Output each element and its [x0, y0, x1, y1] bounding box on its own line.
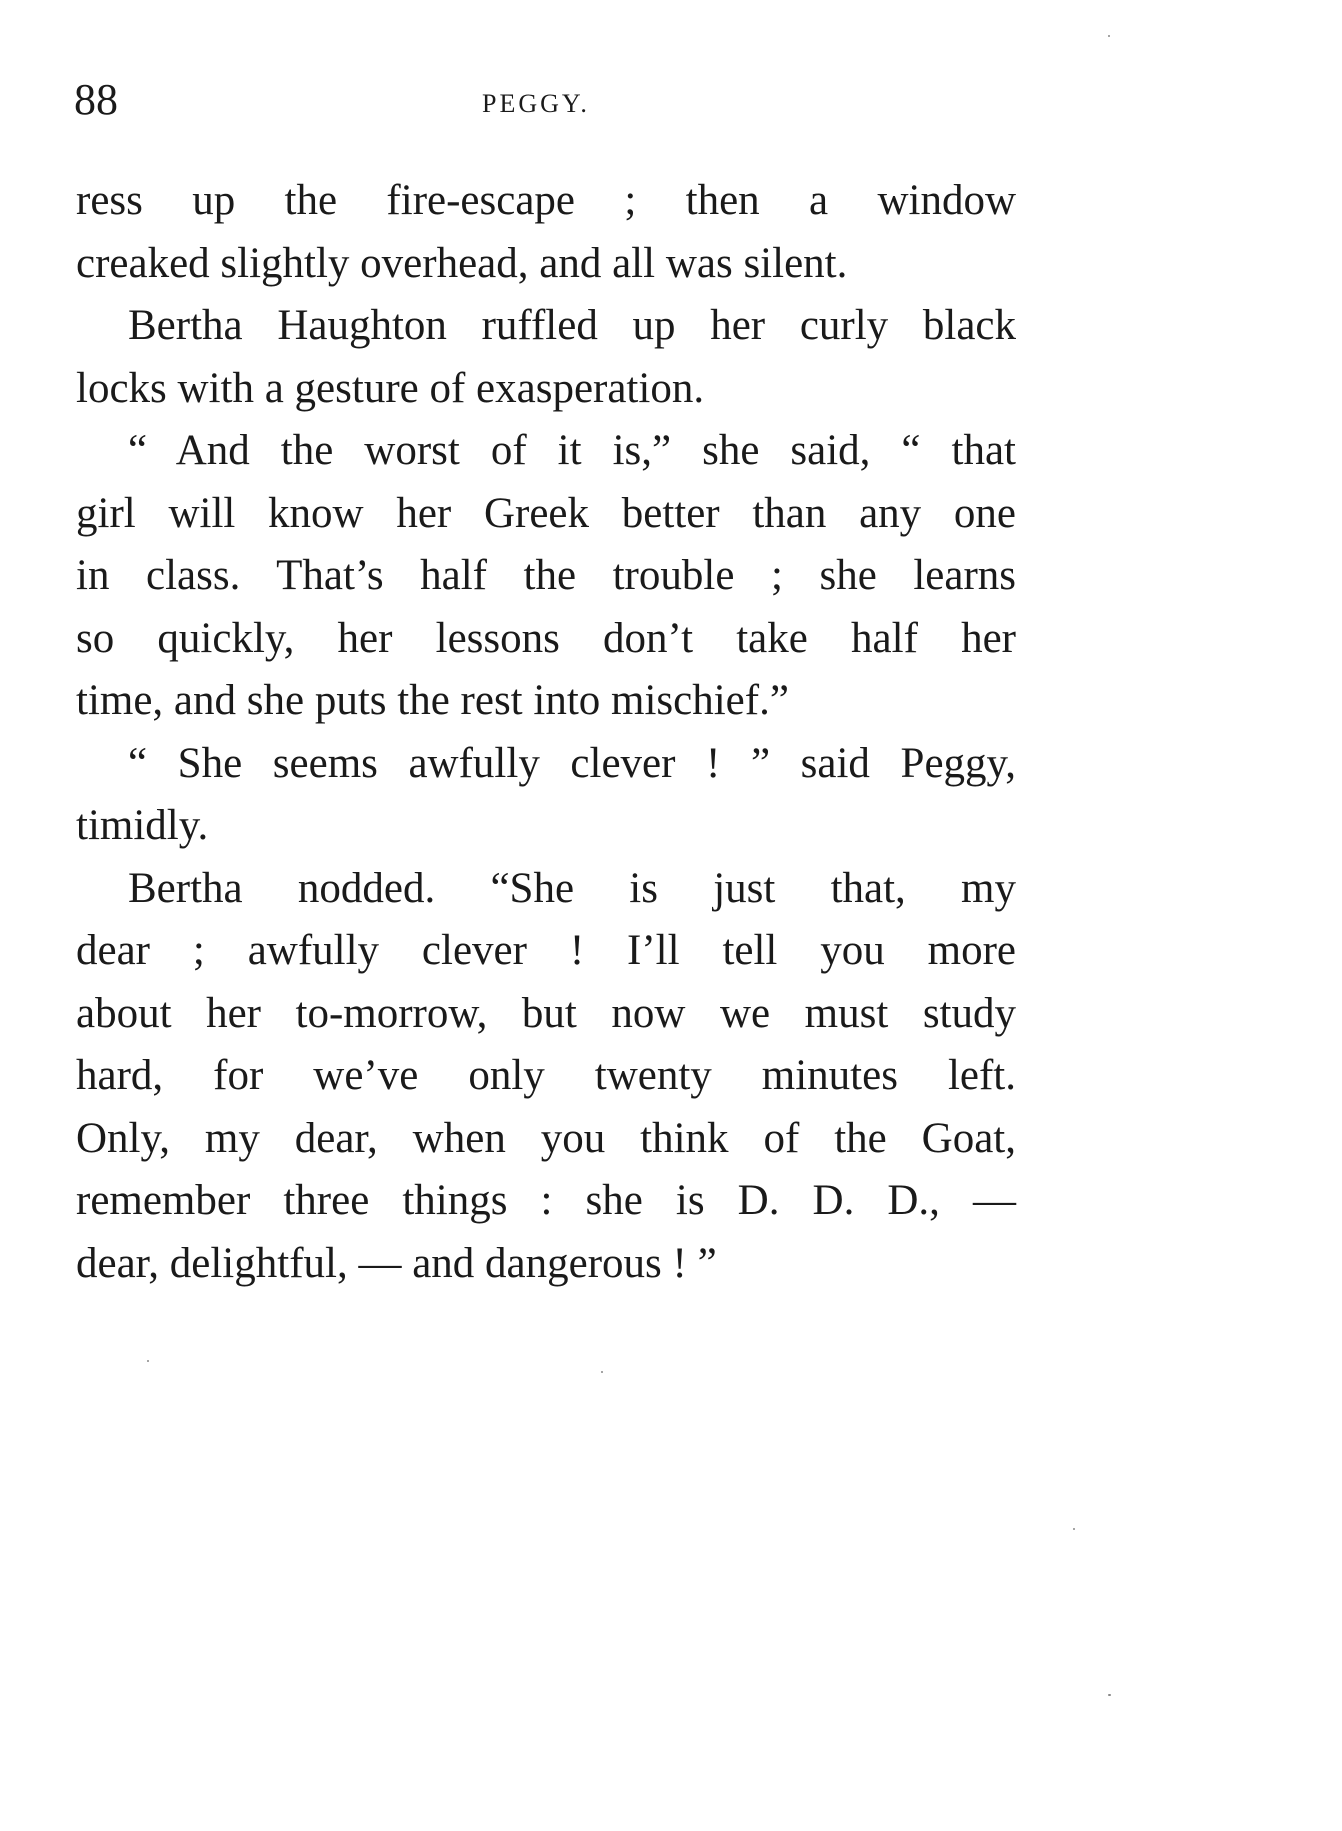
text-line: “ And the worst of it is,” she said, “ that — [128, 427, 1016, 474]
text-line: about her to-morrow, but now we must study — [76, 989, 1016, 1037]
text-line: dear, delightful, — and dangerous ! ” — [76, 1239, 717, 1287]
text-line: remember three things : she is D. D. D., — — [76, 1177, 1016, 1224]
paper-speck — [601, 1371, 603, 1373]
page-number: 88 — [74, 75, 118, 124]
text-line: ress up the fire-escape ; then a window — [76, 177, 1016, 224]
text-line: “ She seems awfully clever ! ” said Peggy, — [128, 739, 1016, 787]
text-line: locks with a gesture of exasperation. — [76, 364, 705, 412]
text-line: Bertha nodded. “She is just that, my — [128, 864, 1016, 912]
text-line: so quickly, her lessons don’t take half her — [76, 614, 1016, 662]
paper-speck — [1073, 1528, 1075, 1530]
text-line: Only, my dear, when you think of the Goat, — [76, 1114, 1016, 1162]
text-line: timidly. — [76, 802, 209, 849]
running-title: PEGGY. — [482, 89, 590, 118]
text-line: hard, for we’ve only twenty minutes left. — [76, 1052, 1016, 1099]
text-line: girl will know her Greek better than any one — [76, 489, 1016, 537]
paper-speck — [147, 1360, 149, 1362]
text-line: in class. That’s half the trouble ; she learns — [76, 552, 1016, 599]
text-line: Bertha Haughton ruffled up her curly black — [128, 302, 1016, 349]
paper-speck — [1108, 1694, 1111, 1696]
text-line: dear ; awfully clever ! I’ll tell you more — [76, 927, 1016, 974]
paper-speck — [1108, 35, 1110, 37]
text-line: creaked slightly overhead, and all was silent. — [76, 239, 848, 287]
text-line: time, and she puts the rest into mischief.” — [76, 677, 789, 724]
body-text — [76, 170, 1016, 1295]
